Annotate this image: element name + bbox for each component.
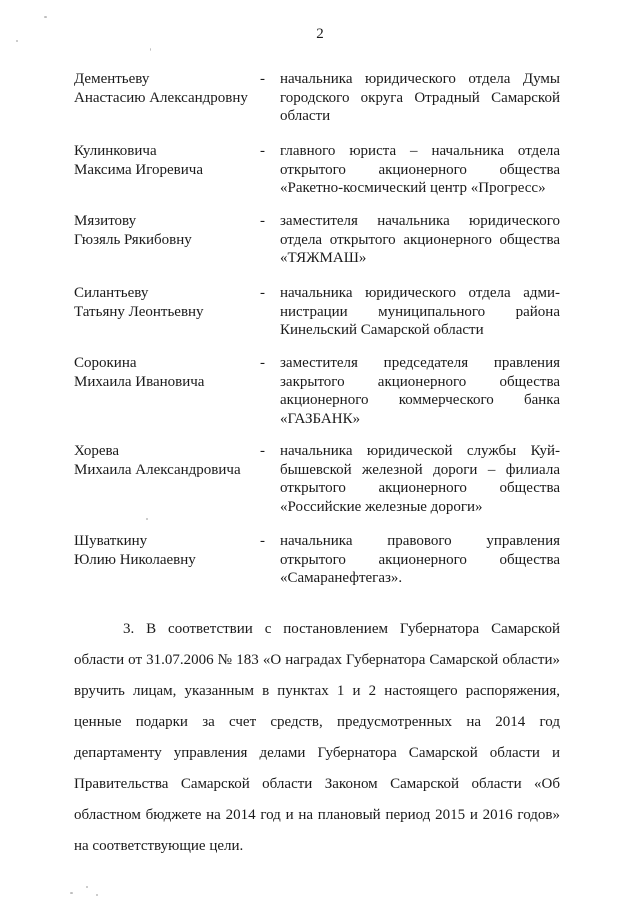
recipient-given-names: Максима Игоревича [74,161,203,178]
recipient-given-names: Юлию Николаевну [74,551,196,568]
position-line: области [280,108,331,124]
list-item [74,532,564,588]
scan-speck [44,16,47,18]
list-item [74,142,564,198]
recipient-position [280,442,560,516]
recipient-given-names: Гюзяль Рякибовну [74,231,192,248]
scan-speck [146,518,148,520]
dash-separator: - [260,533,265,549]
list-item [74,442,564,516]
scan-speck [96,894,98,896]
recipient-given-names: Анастасию Александровну [74,89,248,106]
position-line: заместителя председателя правления [280,355,560,371]
position-line: отдела открытого акционерного общества [280,231,560,248]
recipient-position [280,354,560,428]
recipient-surname: Хорева [74,443,120,459]
position-line: начальника правового управления [280,533,560,549]
position-line: открытого акционерного общества [280,551,560,568]
position-line: нистрации муниципального района [280,303,560,320]
position-line: «ГАЗБАНК» [280,410,361,427]
position-line: открытого акционерного общества [280,480,560,496]
recipient-surname: Кулинковича [74,143,157,159]
scan-speck [86,886,88,888]
position-line: бышевской железной дороги – филиала [280,461,560,478]
list-item [74,212,564,268]
position-line: Кинельский Самарской области [280,322,484,338]
recipient-position [280,212,560,268]
position-line: «Российские железные дороги» [280,498,483,515]
position-line: акционерного коммерческого банка [280,392,560,408]
recipient-name [74,284,264,321]
position-line: заместителя начальника юридического [280,213,560,229]
recipient-surname: Силантьеву [74,285,149,301]
recipient-surname: Дементьеву [74,71,150,87]
dash-separator: - [260,443,265,459]
recipient-position [280,142,560,198]
recipient-position [280,70,560,126]
scan-speck [150,48,151,51]
scan-speck [70,892,73,894]
recipient-name [74,212,264,249]
list-item [74,284,564,340]
position-line: открытого акционерного общества [280,161,560,178]
recipient-given-names: Михаила Ивановича [74,373,205,390]
dash-separator: - [260,213,265,229]
recipient-given-names: Татьяну Леонтьевну [74,303,204,320]
recipient-name [74,532,264,569]
recipient-name [74,70,264,107]
position-line: закрытого акционерного общества [280,373,560,390]
position-line: главного юриста – начальника отдела [280,143,560,159]
recipient-surname: Мязитову [74,213,137,229]
position-line: начальника юридического отдела Думы [280,71,560,87]
dash-separator: - [260,71,265,87]
position-line: городского округа Отрадный Самарской [280,89,560,106]
recipient-surname: Сорокина [74,355,137,371]
recipient-surname: Шуваткину [74,533,148,549]
recipient-position [280,532,560,588]
dash-separator: - [260,143,265,159]
list-item [74,70,564,126]
body-paragraph: 3. В соответствии с постановлением Губернатора Самарской области от 31.07.2006 № 183 «О наградах Губернатора Самарской области» вручить лицам, указанным в пунктах 1 и 2 настоящего распоряжения, ценные подарки за счет средств, предусмотренных на 2014 год департаменту управления делами Губернатора Самарской области и Правительства Самарской области Законом Самарской области «Об областном бюджете на 2014 год и на плановый период 2015 и 2016 годов» на соответствующие цели. [74,621,560,854]
list-item [74,354,564,428]
scan-speck [16,40,18,42]
recipient-given-names: Михаила Александровича [74,461,241,478]
position-line: начальника юридической службы Куй- [280,443,560,459]
position-line: начальника юридического отдела адми- [280,285,560,301]
position-line: «ТЯЖМАШ» [280,250,367,266]
recipient-name [74,354,264,391]
page-number: 2 [316,26,324,42]
recipient-name [74,442,264,479]
recipient-name [74,142,264,179]
position-line: «Ракетно-космический центр «Прогресс» [280,180,546,196]
recipient-position [280,284,560,340]
position-line: «Самаранефтегаз». [280,570,403,586]
dash-separator: - [260,285,265,301]
dash-separator: - [260,355,265,371]
